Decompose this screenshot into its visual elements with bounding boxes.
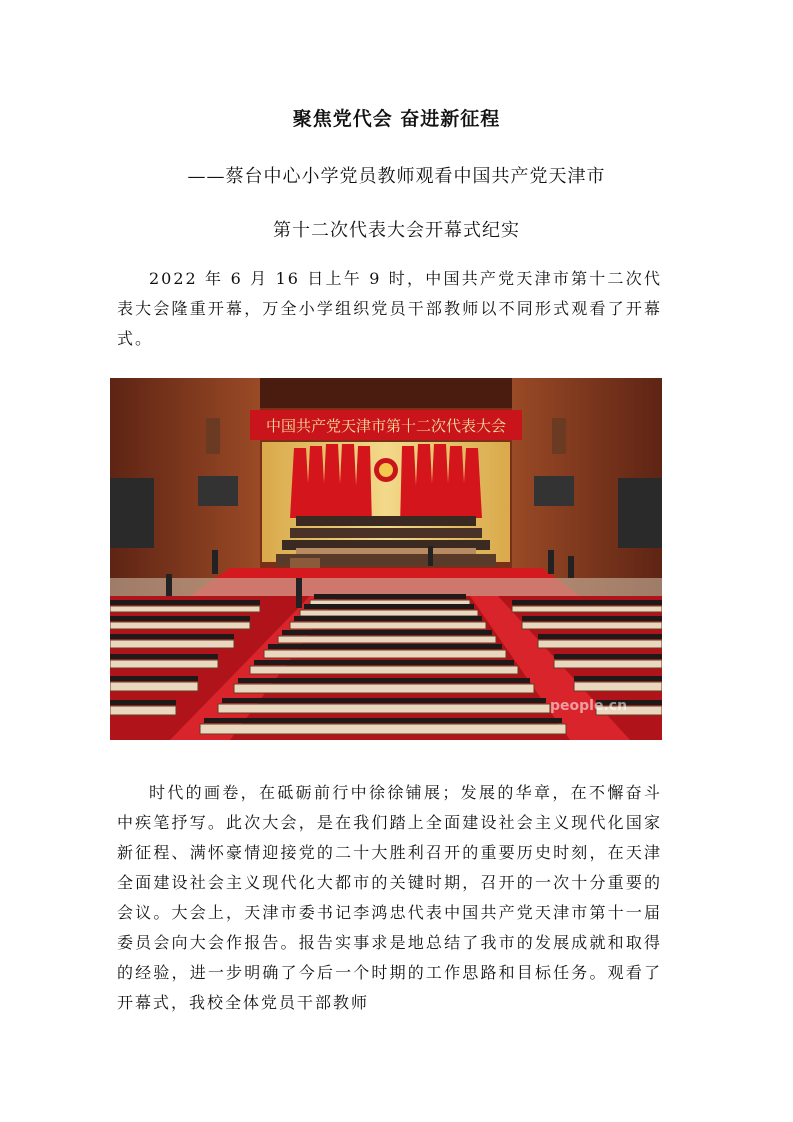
photo-watermark: people.cn bbox=[550, 698, 628, 714]
subtitle-line-2: 第十二次代表大会开幕式纪实 bbox=[273, 220, 520, 241]
congress-hall-photo bbox=[110, 378, 662, 740]
banner-text: 中国共产党天津市第十二次代表大会 bbox=[265, 417, 507, 435]
paragraph-intro: 2022 年 6 月 16 日上午 9 时，中国共产党天津市第十二次代表大会隆重开幕，万全小学组织党员干部教师以不同形式观看了开幕式。 bbox=[117, 269, 662, 348]
paragraph-body: 时代的画卷，在砥砺前行中徐徐铺展；发展的华章，在不懈奋斗中疾笔抒写。此次大会，是在我们踏上全面建设社会主义现代化国家新征程、满怀豪情迎接党的二十大胜利召开的重要历史时刻，在天津全面建设社会主义现代化大都市的关键时期，召开的一次十分重要的会议。大会上，天津市委书记李鸿忠代表中国共产党天津市第十一届委员会向大会作报告。报告实事求是地总结了我市的发展成就和取得的经验，进一步明确了今后一个时期的工作思路和目标任务。观看了开幕式，我校全体党员干部教师 bbox=[117, 783, 662, 1012]
page-title: 聚焦党代会 奋进新征程 bbox=[292, 108, 501, 130]
subtitle-line-1: ——蔡台中心小学党员教师观看中国共产党天津市 bbox=[187, 166, 606, 187]
